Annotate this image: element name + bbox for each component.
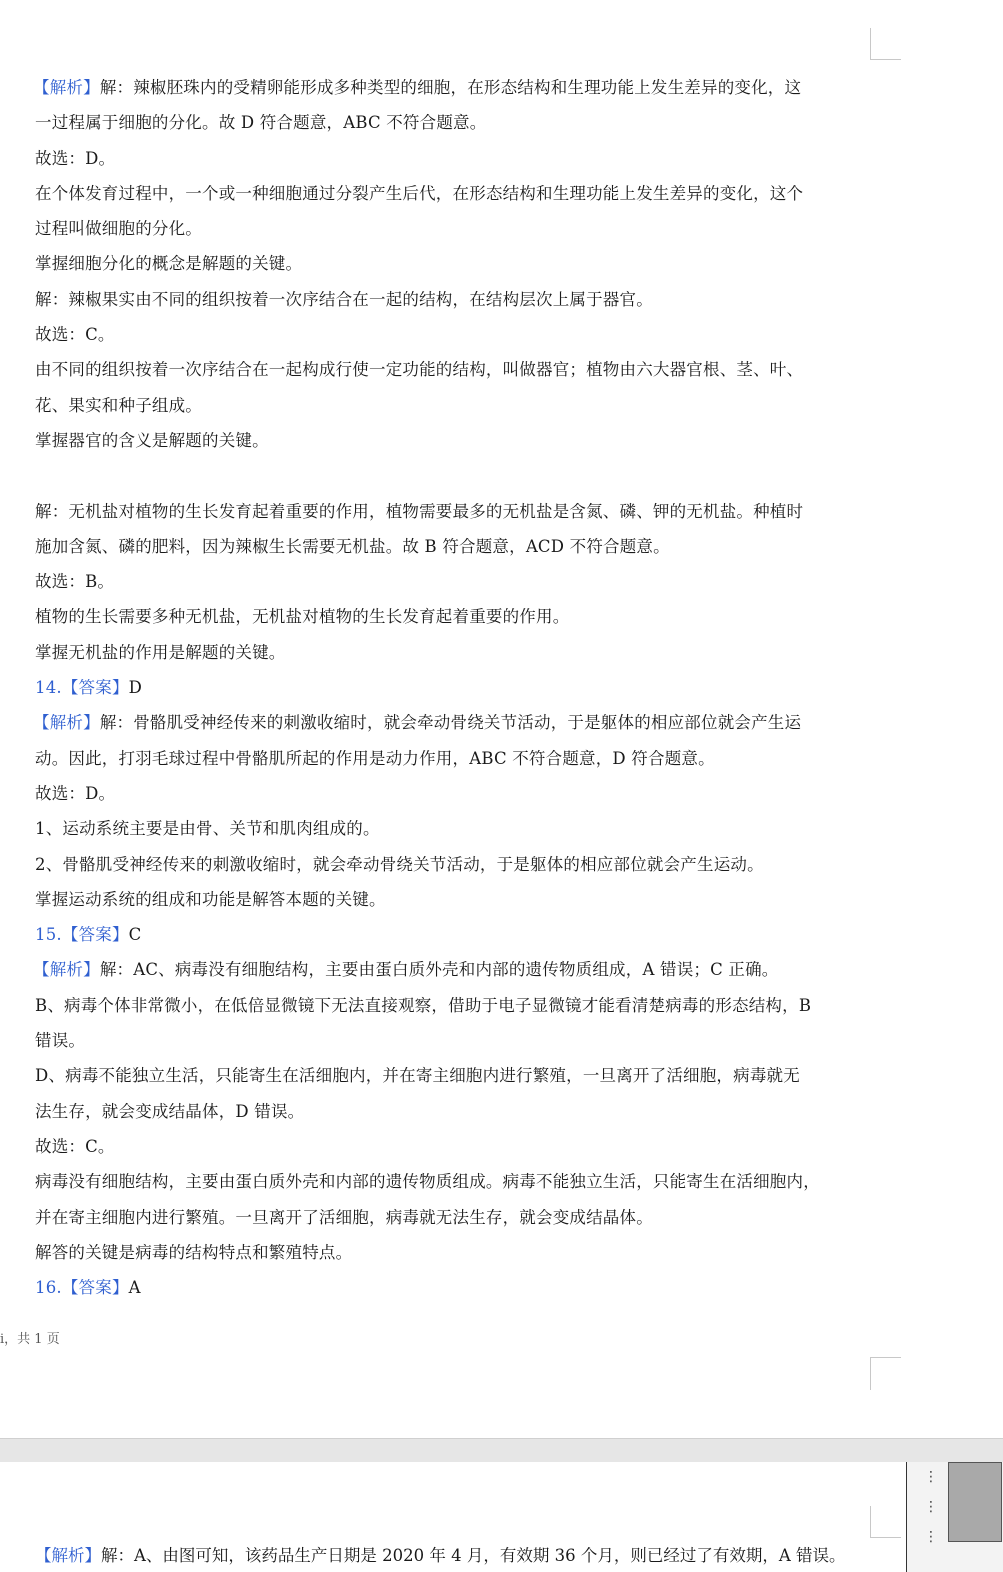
text-line (35, 1094, 875, 1129)
text-run: 施加含氮、磷的肥料，因为辣椒生长需要无机盐。故 B 符合题意，ACD 不符合题意。 (35, 536, 670, 556)
page-corner-mark-bottom (870, 1357, 901, 1390)
text-run: 并在寄主细胞内进行繁殖。一旦离开了活细胞，病毒就无法生存，就会变成结晶体。 (35, 1207, 653, 1227)
text-line (35, 352, 875, 387)
text-line (35, 1129, 875, 1164)
text-line (35, 141, 875, 176)
text-run: 故选：D。 (35, 783, 116, 803)
text-run: 掌握细胞分化的概念是解题的关键。 (35, 254, 303, 274)
text-line (35, 1542, 846, 1566)
text-line (35, 1235, 875, 1270)
section-label: 16.【答案】 (35, 1278, 129, 1298)
text-line (33, 705, 875, 740)
section-label: 【解析】 (33, 713, 100, 733)
text-line (35, 564, 875, 599)
text-run: 故选：C。 (35, 325, 115, 345)
text-line (35, 811, 875, 846)
text-run: 掌握运动系统的组成和功能是解答本题的关键。 (35, 889, 386, 909)
page-corner-mark-top (870, 1506, 901, 1538)
grip-dots-icon: ⋮ (924, 1499, 938, 1515)
text-run: D、病毒不能独立生活，只能寄生在活细胞内，并在寄主细胞内进行繁殖，一旦离开了活细胞，病毒就无 (35, 1066, 800, 1086)
text-line (35, 741, 875, 776)
page-gap (0, 1438, 1003, 1464)
text-line (33, 952, 875, 987)
text-run: 1、运动系统主要是由骨、关节和肌肉组成的。 (35, 819, 380, 839)
text-line (35, 776, 875, 811)
text-line (35, 847, 875, 882)
grip-dots-icon: ⋮ (924, 1529, 938, 1545)
text-line (35, 635, 875, 670)
text-line (35, 211, 875, 246)
text-run: 植物的生长需要多种无机盐，无机盐对植物的生长发育起着重要的作用。 (35, 607, 570, 627)
section-label: 【解析】 (33, 960, 100, 980)
text-run: 解：辣椒果实由不同的组织按着一次序结合在一起的结构，在结构层次上属于器官。 (35, 289, 653, 309)
text-run: 掌握器官的含义是解题的关键。 (35, 430, 269, 450)
text-line (35, 529, 875, 564)
text-run: 由不同的组织按着一次序结合在一起构成行使一定功能的结构，叫做器官；植物由六大器官根、茎、叶、 (35, 360, 804, 380)
text-run: 解答的关键是病毒的结构特点和繁殖特点。 (35, 1242, 353, 1262)
text-line (35, 176, 875, 211)
text-line (35, 670, 875, 705)
text-run: 故选：D。 (35, 148, 116, 168)
text-run: 解：A、由图可知，该药品生产日期是 2020 年 4 月，有效期 36 个月，则已经过了有效期，A 错误。 (101, 1546, 846, 1565)
text-run: 动。因此，打羽毛球过程中骨骼肌所起的作用是动力作用，ABC 不符合题意，D 符合题意。 (35, 748, 715, 768)
text-run: 解：骨骼肌受神经传来的刺激收缩时，就会牵动骨绕关节活动，于是躯体的相应部位就会产生运 (99, 713, 802, 733)
text-line (35, 1270, 875, 1305)
text-run: 2、骨骼肌受神经传来的刺激收缩时，就会牵动骨绕关节活动，于是躯体的相应部位就会产生运动。 (35, 854, 764, 874)
text-run: B、病毒个体非常微小，在低倍显微镜下无法直接观察，借助于电子显微镜才能看清楚病毒的形态结构，B (35, 995, 812, 1015)
grip-dots-icon: ⋮ (924, 1469, 938, 1485)
text-run: 解：辣椒胚珠内的受精卵能形成多种类型的细胞，在形态结构和生理功能上发生差异的变化，这 (99, 78, 802, 97)
text-line (35, 317, 875, 352)
text-run: 在个体发育过程中，一个或一种细胞通过分裂产生后代，在形态结构和生理功能上发生差异的变化，这个 (35, 183, 804, 203)
text-run: D (128, 678, 143, 698)
text-line (35, 882, 875, 917)
section-label: 【解析】 (33, 78, 100, 97)
text-run: C (128, 925, 142, 945)
text-run: 法生存，就会变成结晶体，D 错误。 (35, 1101, 305, 1121)
section-label: 15.【答案】 (35, 925, 129, 945)
text-run: 掌握无机盐的作用是解题的关键。 (35, 642, 286, 662)
text-run: 解：AC、病毒没有细胞结构，主要由蛋白质外壳和内部的遗传物质组成，A 错误；C 正确。 (99, 960, 779, 980)
section-label: 【解析】 (35, 1546, 101, 1565)
text-line (35, 246, 875, 281)
page-corner-mark-top (870, 28, 901, 60)
text-line (35, 1023, 875, 1058)
scrollbar-grip-icons (924, 1462, 938, 1572)
text-line (35, 1164, 875, 1199)
text-run: 错误。 (35, 1031, 86, 1051)
text-line (35, 1200, 875, 1235)
text-line (35, 494, 875, 529)
text-line (33, 70, 875, 105)
text-line (35, 1058, 875, 1093)
text-run: 一过程属于细胞的分化。故 D 符合题意，ABC 不符合题意。 (35, 113, 487, 133)
text-line (35, 988, 875, 1023)
text-line (35, 282, 875, 317)
text-run: 解：无机盐对植物的生长发育起着重要的作用，植物需要最多的无机盐是含氮、磷、钾的无机盐。种植时 (35, 501, 804, 521)
text-line (35, 917, 875, 952)
text-line (35, 423, 875, 458)
text-run: 花、果实和种子组成。 (35, 395, 202, 415)
text-line (35, 599, 875, 634)
section-label: 14.【答案】 (35, 678, 129, 698)
text-run: 故选：C。 (35, 1136, 115, 1156)
text-line (35, 105, 875, 140)
page-body (35, 70, 875, 1305)
text-run: A (128, 1278, 141, 1298)
page-footer: i，共 1 页 (0, 1332, 60, 1347)
text-line (35, 388, 875, 423)
text-run: 故选：B。 (35, 572, 115, 592)
text-run: 过程叫做细胞的分化。 (35, 219, 202, 239)
text-run: 病毒没有细胞结构，主要由蛋白质外壳和内部的遗传物质组成。病毒不能独立生活，只能寄生在活细胞内， (35, 1172, 820, 1192)
text-line (35, 458, 875, 493)
document-page-2 (0, 1462, 1003, 1572)
scrollbar-thumb[interactable] (948, 1462, 1002, 1542)
